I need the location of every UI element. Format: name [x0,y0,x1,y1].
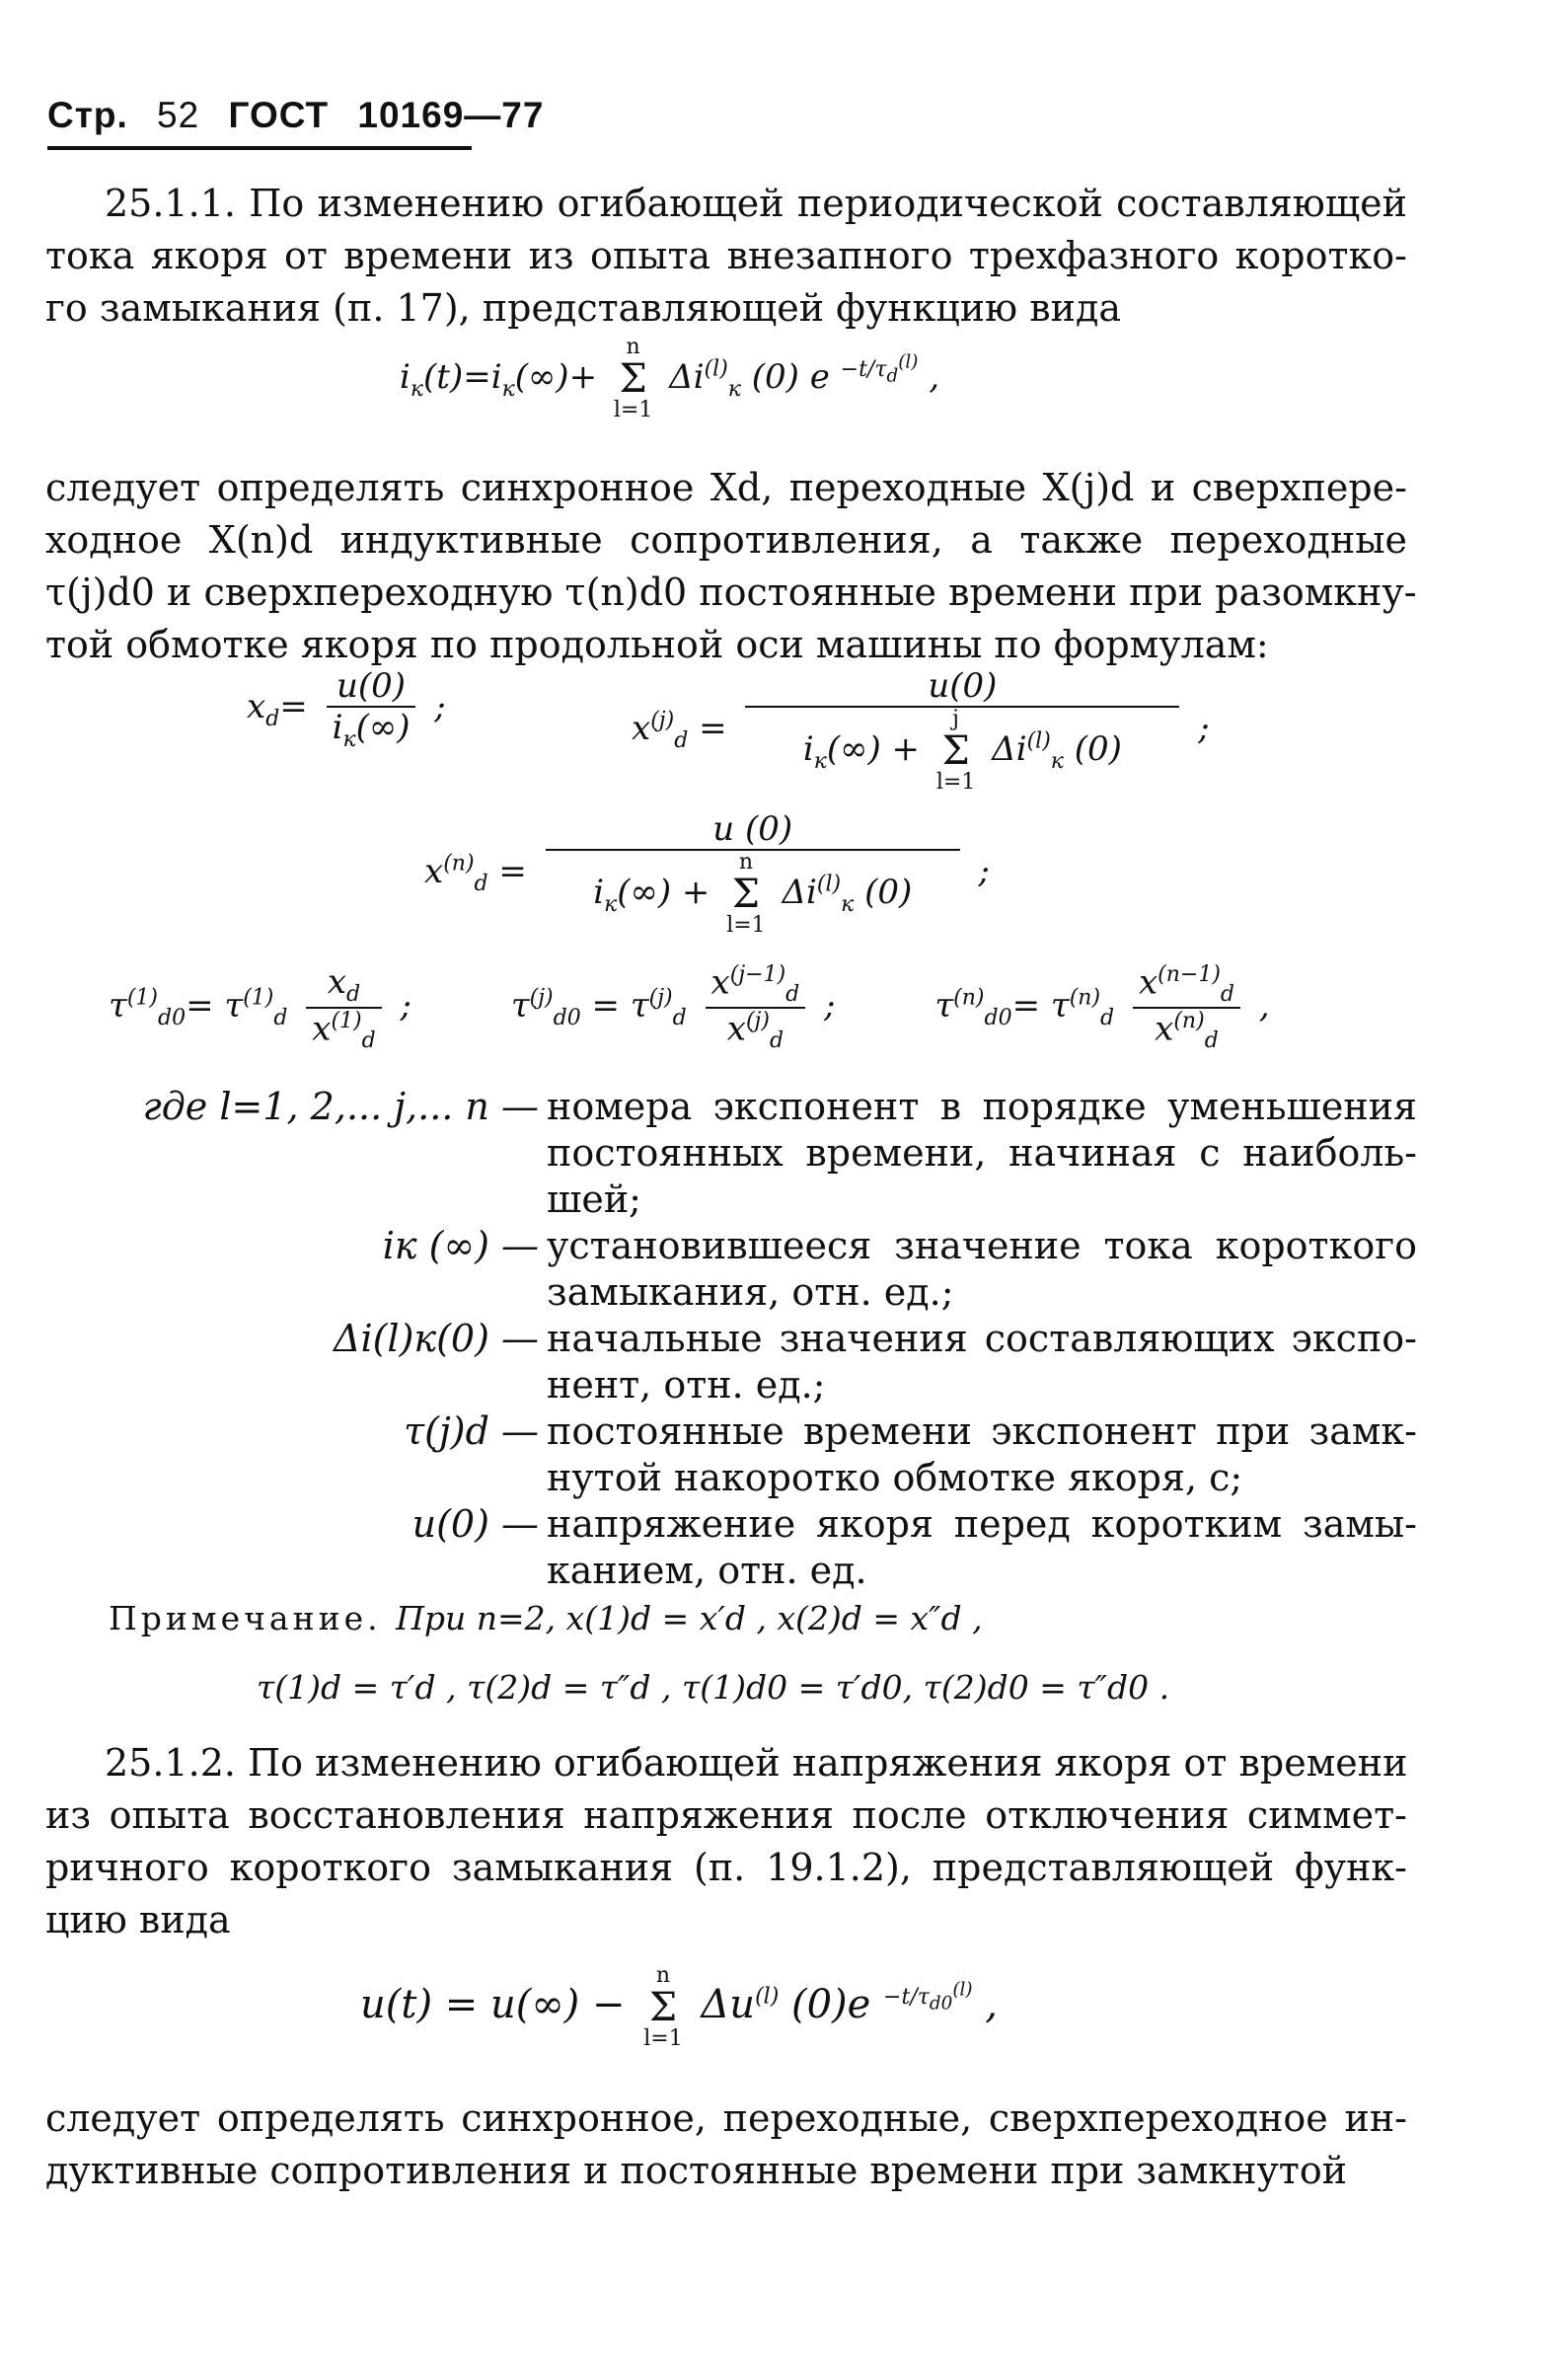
definition-term: iк (∞) — [382,1224,539,1267]
page-header [47,95,561,136]
note-line-2 [257,1668,1169,1707]
definition-term: τ(j)d — [404,1409,539,1453]
definition-list [45,1084,1417,1594]
page-label: Стр. [47,95,128,135]
definition-desc: постоянные времени экспонент при замк-нутой накоротко обмотке якоря, с; [547,1409,1417,1499]
section-25-1-2-body [45,2092,1407,2197]
text-line: 25.1.1. По изменению огибающей периодической составляющей [105,182,1407,225]
text-line: из опыта восстановления напряжения после отключения симмет- [45,1793,1407,1837]
definition-desc: номера экспонент в порядке уменьшения постоянных времени, начиная с наиболь-шей; [547,1085,1417,1221]
formula-tau: $\tau^{(1)}_{d0}= \tau^{(1)}_d$ $\frac{x_d}{x^{(1)}_d}$ ; $\tau^{(j)}_{d0} = \tau^{(j)}_d$ $\frac{x^{(j-1)}_d}{x^{(j)}_d}$ ; $\tau^{(n)}_{d0}= \tau^{(n)}_d$ $\frac{x^{(n-1)}_d}{x^{(n)}_d}$ , [109,962,1270,1054]
text-line: тока якоря от времени из опыта внезапного трехфазного коротко- [45,234,1407,277]
text-line: цию вида [45,1898,231,1941]
definition-row [45,1316,1417,1408]
text-line: го замыкания (п. 17), представляющей функцию вида [45,286,1121,330]
definition-term: u(0) — [411,1502,539,1546]
note-text-1: При n=2, x(1)d = x′d , x(2)d = x″d , [396,1599,983,1637]
note [109,1599,983,1637]
text-line: дуктивные сопротивления и постоянные времени при замкнутой [45,2149,1348,2192]
note-text-2: τ(1)d = τ′d , τ(2)d = τ″d , τ(1)d0 = τ′d0, τ(2)d0 = τ″d0 . [257,1668,1170,1707]
text-line: следует определять синхронное, переходные, сверхпереходное ин- [45,2096,1407,2140]
definition-row [45,1084,1417,1223]
definition-row [45,1223,1417,1316]
definition-desc: напряжение якоря перед коротким замы-канием, отн. ед. [547,1502,1417,1592]
text-line: 25.1.2. По изменению огибающей напряжения якоря от времени [105,1741,1408,1785]
definition-desc: начальные значения составляющих экспо-нент, отн. ед.; [547,1317,1417,1407]
header-rule [47,146,472,150]
formula-ut: u(t) = u(∞) − n Σ l=1 $\Delta u^{(l)}$ (0)e $^{-t/\tau_{d0}^{(l)}}$ , [360,1963,998,2051]
text-line: следует определять синхронное Xd, переходные X(j)d и сверхпере- [45,466,1407,509]
section-25-1-1-intro [45,178,1407,335]
note-label: Примечание. [109,1599,382,1637]
definition-term: Δi(l)к(0) — [334,1317,539,1360]
formula-xdn: $x^{(n)}_d$ = u (0) $i_к(\infty) + n$ Σ l=1 $\Delta i^{(l)}_к$ (0) ; [424,809,991,938]
definition-desc: установившееся значение тока короткого замыкания, отн. ед.; [547,1224,1417,1314]
standard-name: ГОСТ [228,95,330,135]
section-25-1-1-body [45,462,1417,671]
definition-row [45,1501,1417,1594]
text-line: ходное X(n)d индуктивные сопротивления, а также переходные [45,518,1407,562]
text-line: той обмотке якоря по продольной оси машины по формулам: [45,623,1269,666]
standard-number: 10169—77 [357,95,545,135]
text-line: τ(j)d0 и сверхпереходную τ(n)d0 постоянные времени при разомкну- [45,570,1417,614]
page-number: 52 [157,95,200,135]
definition-row [45,1408,1417,1501]
definition-term: где l=1, 2,... j,... n — [142,1085,539,1128]
formula-xdj: $x^{(j)}_d$ = u(0) $i_к(\infty) + j$ Σ l=1 $\Delta i^{(l)}_к$ (0) ; [632,666,1210,795]
formula-ik: $i_к(t)=i_к(\infty)+ n$ Σ l=1 $\Delta i^{(l)}_к$ (0) e $^{-t/\tau_d^{(l)}}$ , [400,335,940,422]
formula-xd: $x_d=$ $\frac{u(0)}{i_к(\infty)}$ ; [247,666,446,752]
text-line: ричного короткого замыкания (п. 19.1.2), представляющей функ- [45,1846,1407,1889]
section-25-1-2-intro [45,1737,1407,1946]
